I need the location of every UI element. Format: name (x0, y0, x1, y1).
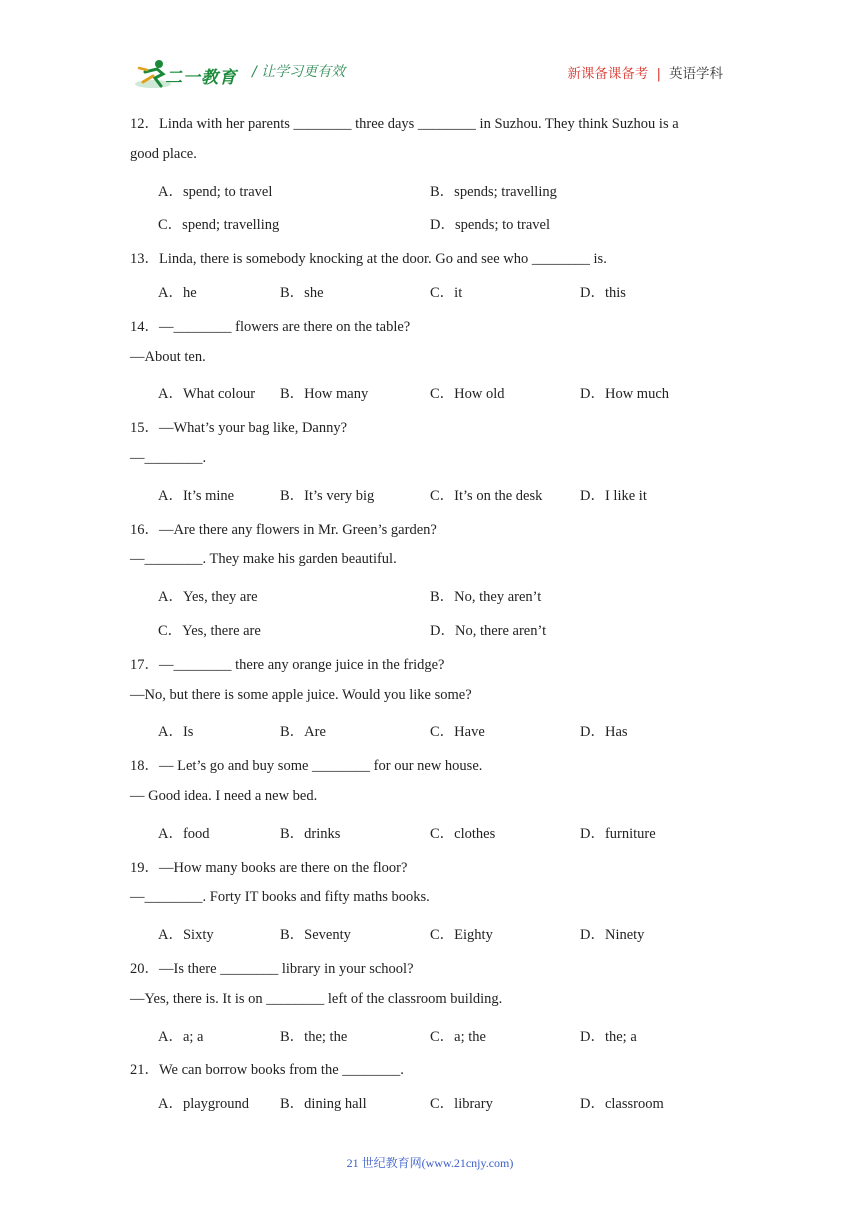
question-q19-text-cont: —________. Forty IT books and fifty maths books. (130, 889, 430, 906)
option-q18-0-3[interactable]: D．furniture (580, 825, 656, 842)
option-q20-0-3[interactable]: D．the; a (580, 1028, 637, 1045)
logo-text: 二一教育 (165, 68, 237, 88)
option-q15-0-0[interactable]: A．It’s mine (158, 487, 235, 504)
option-q12-1-0[interactable]: C．spend; travelling (158, 217, 280, 234)
option-q13-0-0[interactable]: A．he (158, 285, 197, 301)
option-q15-0-2[interactable]: C．It’s on the desk (430, 487, 543, 504)
option-q12-0-1[interactable]: B．spends; travelling (430, 183, 557, 200)
question-q12-text: 12．Linda with her parents ________ three days ________ in Suzhou. They think Suzhou is a (130, 116, 679, 132)
option-q13-0-2[interactable]: C．it (430, 285, 463, 301)
option-q16-1-0[interactable]: C．Yes, there are (158, 623, 261, 639)
option-q20-0-1[interactable]: B．the; the (280, 1028, 348, 1045)
option-q21-0-1[interactable]: B．dining hall (280, 1096, 367, 1113)
option-q19-0-1[interactable]: B．Seventy (280, 927, 351, 944)
question-q17-text-cont: —No, but there is some apple juice. Would you like some? (130, 686, 472, 703)
option-q13-0-1[interactable]: B．she (280, 285, 324, 301)
question-q13-text: 13．Linda, there is somebody knocking at the door. Go and see who ________ is. (130, 251, 607, 268)
header-subject (567, 62, 723, 82)
option-q15-0-1[interactable]: B．It’s very big (280, 487, 375, 504)
question-q20-text-cont: —Yes, there is. It is on ________ left of the classroom building. (130, 990, 503, 1007)
header-course: 新课备课备考 (567, 66, 649, 82)
header-separator: | (656, 66, 661, 82)
option-q21-0-3[interactable]: D．classroom (580, 1096, 664, 1113)
option-q12-0-0[interactable]: A．spend; to travel (158, 183, 273, 200)
option-q20-0-2[interactable]: C．a; the (430, 1028, 486, 1045)
question-q15-text: 15．—What’s your bag like, Danny? (130, 420, 348, 437)
option-q12-1-1[interactable]: D．spends; to travel (430, 217, 551, 234)
question-q16-text-cont: —________. They make his garden beautiful. (130, 551, 397, 568)
option-q15-0-3[interactable]: D．I like it (580, 487, 647, 504)
option-q18-0-1[interactable]: B．drinks (280, 825, 341, 842)
option-q19-0-0[interactable]: A．Sixty (158, 927, 214, 944)
option-q19-0-3[interactable]: D．Ninety (580, 927, 645, 944)
page-header (0, 0, 860, 100)
option-q14-0-1[interactable]: B．How many (280, 386, 369, 403)
option-q16-0-0[interactable]: A．Yes, they are (158, 589, 258, 606)
option-q20-0-0[interactable]: A．a; a (158, 1028, 204, 1045)
header-subject-label: 英语学科 (669, 66, 723, 82)
option-q17-0-2[interactable]: C．Have (430, 724, 485, 741)
option-q16-0-1[interactable]: B．No, they aren’t (430, 589, 542, 606)
option-q17-0-3[interactable]: D．Has (580, 724, 628, 741)
question-q15-text-cont: —________. (130, 450, 207, 466)
question-q17-text: 17．—________ there any orange juice in the fridge? (130, 656, 445, 673)
option-q21-0-2[interactable]: C．library (430, 1096, 493, 1113)
question-q12-text-cont: good place. (130, 145, 197, 162)
option-q17-0-1[interactable]: B．Are (280, 724, 326, 741)
option-q18-0-2[interactable]: C．clothes (430, 825, 496, 842)
question-q19-text: 19．—How many books are there on the floor? (130, 859, 408, 876)
question-q16-text: 16．—Are there any flowers in Mr. Green’s garden? (130, 521, 437, 538)
option-q19-0-2[interactable]: C．Eighty (430, 927, 493, 944)
question-q18-text-cont: — Good idea. I need a new bed. (130, 788, 318, 804)
option-q14-0-3[interactable]: D．How much (580, 386, 670, 403)
question-q14-text-cont: —About ten. (130, 348, 206, 365)
option-q14-0-2[interactable]: C．How old (430, 386, 505, 403)
option-q18-0-0[interactable]: A．food (158, 825, 210, 842)
question-q18-text: 18．— Let’s go and buy some ________ for our new house. (130, 758, 483, 775)
option-q13-0-3[interactable]: D．this (580, 285, 626, 301)
question-q20-text: 20．—Is there ________ library in your school? (130, 961, 414, 977)
option-q21-0-0[interactable]: A．playground (158, 1096, 250, 1113)
option-q17-0-0[interactable]: A．Is (158, 724, 194, 741)
option-q16-1-1[interactable]: D．No, there aren’t (430, 623, 547, 639)
question-q14-text: 14．—________ flowers are there on the table? (130, 318, 411, 335)
option-q14-0-0[interactable]: A．What colour (158, 386, 256, 403)
slogan: / 让学习更有效 (252, 64, 346, 80)
page-footer: 21 世纪教育网(www.21cnjy.com) (346, 1156, 514, 1170)
question-q21-text: 21．We can borrow books from the ________. (130, 1062, 404, 1079)
